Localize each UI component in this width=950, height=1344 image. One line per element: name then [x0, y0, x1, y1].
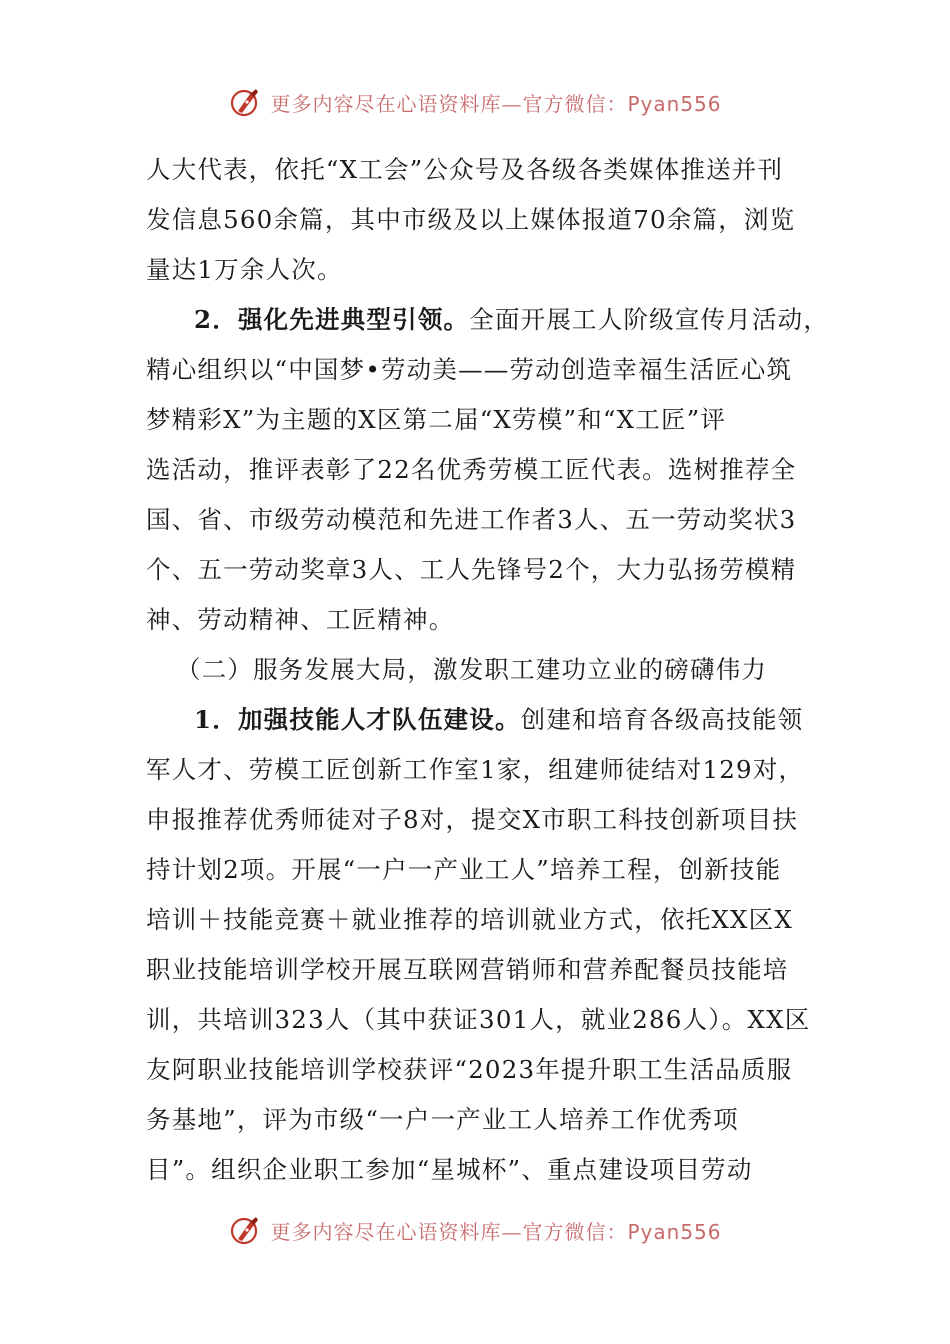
watermark-text: 更多内容尽在心语资料库—官方微信：Pyan556 [270, 1219, 722, 1244]
body-line: 梦精彩X”为主题的X区第二届“X劳模”和“X工匠”评 [146, 405, 727, 434]
body-line: 务基地”，评为市级“一户一产业工人培养工作优秀项 [146, 1105, 739, 1134]
body-line: 发信息560余篇，其中市级及以上媒体报道70余篇，浏览 [146, 205, 796, 234]
body-line: 个、五一劳动奖章3人、工人先锋号2个，大力弘扬劳模精 [146, 555, 797, 584]
document-body [146, 145, 830, 1195]
wechat-id: Pyan556 [627, 91, 722, 116]
body-line: 军人才、劳模工匠创新工作室1家，组建师徒结对129对， [146, 755, 805, 784]
body-line: 神、劳动精神、工匠精神。 [146, 605, 455, 634]
pen-nib-circle-icon [228, 1213, 262, 1247]
body-line: 精心组织以“中国梦•劳动美——劳动创造幸福生活匠心筑 [146, 355, 793, 384]
heading-line [146, 695, 826, 745]
body-line: 职业技能培训学校开展互联网营销师和营养配餐员技能培 [146, 955, 789, 984]
subsection-heading: 2．强化先进典型引领。 [194, 305, 470, 334]
body-text: 创建和培育各级高技能领 [520, 705, 804, 734]
section-heading: （二）服务发展大局，激发职工建功立业的磅礴伟力 [176, 655, 768, 684]
body-line: 友阿职业技能培训学校获评“2023年提升职工生活品质服 [146, 1055, 793, 1084]
body-line: 国、省、市级劳动模范和先进工作者3人、五一劳动奖状3 [146, 505, 797, 534]
watermark-footer [0, 1208, 950, 1252]
body-line: 培训＋技能竞赛＋就业推荐的培训就业方式，依托XX区X [146, 905, 794, 934]
watermark-text: 更多内容尽在心语资料库—官方微信：Pyan556 [270, 91, 722, 116]
wechat-id: Pyan556 [627, 1219, 722, 1244]
body-line: 申报推荐优秀师徒对子8对，提交X市职工科技创新项目扶 [146, 805, 799, 834]
watermark-header [0, 80, 950, 124]
pen-nib-circle-icon [228, 85, 262, 119]
body-line: 持计划2项。开展“一户一产业工人”培养工程，创新技能 [146, 855, 782, 884]
body-line: 选活动，推评表彰了22名优秀劳模工匠代表。选树推荐全 [146, 455, 797, 484]
subsection-heading: 1．加强技能人才队伍建设。 [194, 705, 521, 734]
body-line: 人大代表，依托“X工会”公众号及各级各类媒体推送并刊 [146, 155, 784, 184]
body-text: 全面开展工人阶级宣传月活动， [469, 305, 830, 334]
heading-line [146, 295, 830, 345]
body-line: 训，共培训323人（其中获证301人，就业286人）。XX区 [146, 1005, 811, 1034]
body-line: 量达1万余人次。 [146, 255, 343, 284]
body-line: 目”。组织企业职工参加“星城杯”、重点建设项目劳动 [146, 1155, 753, 1184]
